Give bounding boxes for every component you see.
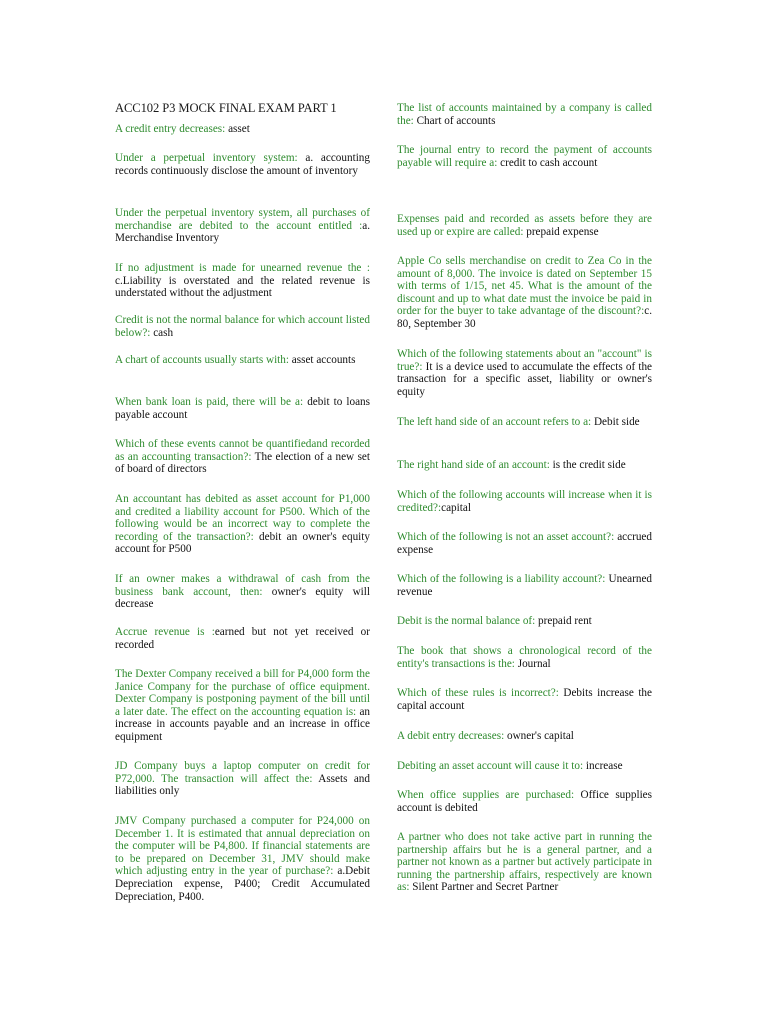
question-text: When office supplies are purchased: [397, 789, 581, 801]
question-text: An accountant has debited as asset account for P1,000 and credited a liability account for P500. Which of the following would be an incorrect way to complete the recording of the transaction?: [115, 493, 370, 543]
answer-text: debit an owner's equity account for P500 [115, 530, 370, 556]
answer-text: It is a device used to accumulate the effects of the transaction for a specific asset, liability or owner's equity [397, 360, 653, 398]
question-text: When bank loan is paid, there will be a: [115, 396, 308, 408]
answer-text: is the credit side [552, 459, 626, 471]
qa-item [397, 213, 652, 238]
qa-item [115, 396, 370, 421]
question-text: Expenses paid and recorded as assets before they are used up or expire are called: [397, 213, 652, 238]
question-text: The journal entry to record the payment of accounts payable will require a: [397, 144, 652, 169]
qa-item [397, 348, 652, 398]
answer-text: a.Debit Depreciation expense, P400; Credit Accumulated Depreciation, P400. [115, 865, 370, 903]
qa-item [115, 815, 370, 903]
question-text: Debiting an asset account will cause it to: [397, 760, 586, 772]
qa-item [115, 668, 370, 744]
answer-text: increase [585, 760, 623, 772]
page-title: ACC102 P3 MOCK FINAL EXAM PART 1 [115, 101, 337, 115]
qa-item [397, 573, 652, 598]
qa-item [397, 102, 652, 127]
answer-text: asset [228, 123, 250, 135]
answer-text: cash [153, 326, 174, 339]
question-text: Credit is not the normal balance for which account listed below?: [115, 314, 370, 339]
qa-item [115, 207, 370, 245]
qa-item [115, 760, 370, 798]
question-text: Which of the following is a liability account?: [397, 573, 609, 585]
answer-text: an increase in accounts payable and an increase in office equipment [115, 705, 370, 743]
qa-item [397, 687, 652, 712]
question-text: Under a perpetual inventory system: [115, 152, 306, 164]
question-text: Which of these rules is incorrect?: [397, 687, 564, 699]
question-text: JD Company buys a laptop computer on credit for P72,000. The transaction will affect the: [115, 760, 370, 785]
question-text: A partner who does not take active part in running the partnership affairs but he is a general partner, and a partner not known as a partner but actively participate in running the partnership affairs, respectively are known as: [397, 831, 652, 894]
answer-text: c.Liability is overstated and the related revenue is understated without the adjustment [115, 274, 370, 300]
answer-text: owner's capital [506, 730, 574, 742]
question-text: Apple Co sells merchandise on credit to Zea Co in the amount of 8,000. The invoice is dated on September 15 with terms of 1/15, net 45. What is the amount of the discount and up to what date must the invoice be paid in order for the buyer to take advantage of the discount?: [397, 255, 652, 318]
answer-text: Silent Partner and Secret Partner [412, 881, 559, 894]
answer-text: Assets and liabilities only [115, 772, 370, 798]
answer-text: The election of a new set of board of directors [115, 450, 371, 476]
answer-text: asset accounts [291, 354, 356, 366]
answer-text: Chart of accounts [416, 114, 496, 127]
qa-item [397, 645, 652, 670]
qa-item [115, 493, 370, 556]
qa-item [397, 789, 652, 814]
answer-text: prepaid expense [526, 225, 599, 238]
answer-text: accrued expense [397, 531, 652, 556]
qa-item [115, 123, 370, 136]
question-text: The right hand side of an account: [397, 459, 553, 471]
question-text: Debit is the normal balance of: [397, 615, 539, 627]
question-text: Which of the following statements about an "account" is true?: [397, 348, 652, 373]
qa-item [397, 531, 652, 556]
qa-item [115, 262, 370, 300]
question-text: If an owner makes a withdrawal of cash from the business bank account, then: [115, 573, 370, 598]
answer-text: a. accounting records continuously disclose the amount of inventory [115, 152, 370, 177]
question-text: The left hand side of an account refers to a: [397, 416, 594, 428]
answer-text: earned but not yet received or recorded [115, 626, 370, 651]
answer-text: Unearned revenue [397, 573, 652, 598]
qa-item [115, 354, 370, 367]
qa-item [115, 314, 370, 339]
qa-item [397, 760, 652, 773]
answer-text: capital [441, 501, 471, 514]
qa-item [397, 730, 652, 743]
answer-text: debit to loans payable account [115, 396, 370, 421]
answer-text: a. Merchandise Inventory [115, 219, 370, 245]
question-text: Which of the following is not an asset account?: [397, 531, 618, 543]
question-text: A credit entry decreases: [115, 123, 229, 135]
question-text: If no adjustment is made for unearned revenue the : [115, 262, 370, 274]
answer-text: prepaid rent [538, 615, 592, 627]
qa-item [397, 615, 652, 628]
question-text: Under the perpetual inventory system, all purchases of merchandise are debited to the account entitled : [115, 207, 370, 232]
qa-item [115, 573, 370, 611]
question-text: A chart of accounts usually starts with: [115, 354, 292, 366]
question-text: The book that shows a chronological record of the entity's transactions is the: [397, 645, 652, 670]
qa-item [115, 438, 370, 476]
answer-text: Debit side [593, 416, 640, 428]
answer-text: Journal [517, 657, 551, 670]
answer-text: owner's equity will decrease [115, 585, 370, 611]
question-text: The Dexter Company received a bill for P4,000 form the Janice Company for the purchase of office equipment. Dexter Company is postponing payment of the bill until a later date. The effect on the accounting equation is: [115, 668, 370, 718]
qa-item [115, 152, 370, 177]
qa-item [397, 489, 652, 514]
question-text: The list of accounts maintained by a company is called the: [397, 102, 652, 127]
qa-item [397, 255, 652, 331]
answer-text: Office supplies account is debited [397, 789, 652, 814]
qa-item [115, 626, 370, 651]
question-text: JMV Company purchased a computer for P24,000 on December 1. It is estimated that annual depreciation on the computer will be P4,800. If financial statements are to be prepared on December 31, JMV should make which adjusting entry in the year of purchase?: [115, 815, 370, 878]
qa-item [397, 416, 652, 429]
qa-item [397, 144, 652, 169]
question-text: Which of these events cannot be quantifiedand recorded as an accounting transaction?: [115, 438, 370, 463]
question-text: Accrue revenue is : [115, 626, 215, 638]
qa-item [397, 459, 652, 472]
question-text: A debit entry decreases: [397, 730, 507, 742]
answer-text: c. 80, September 30 [397, 305, 652, 330]
question-text: Which of the following accounts will increase when it is credited?: [397, 489, 652, 514]
answer-text: credit to cash account [500, 156, 598, 169]
answer-text: Debits increase the capital account [397, 687, 652, 712]
qa-item [397, 831, 652, 894]
